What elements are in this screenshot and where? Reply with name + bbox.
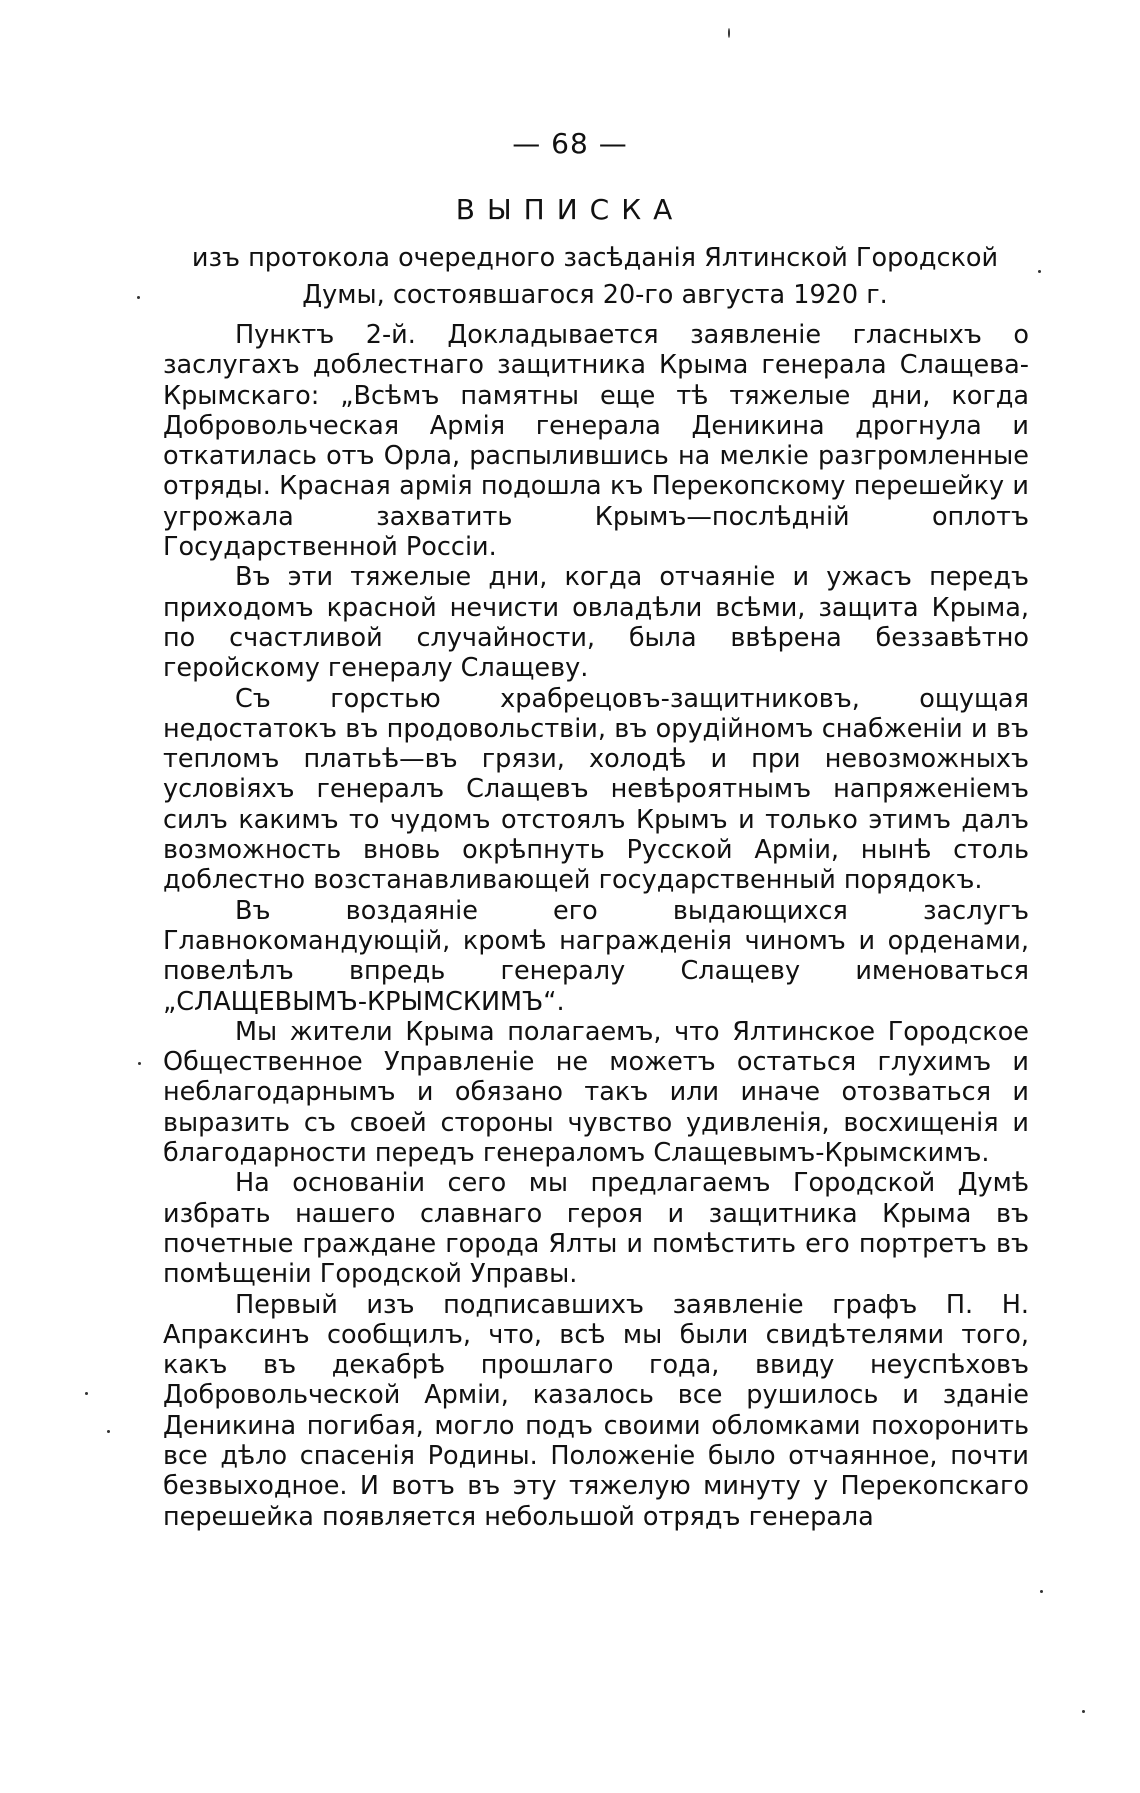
scan-speck (85, 1392, 88, 1395)
scan-speck (728, 28, 730, 38)
paragraph: Съ горстью храбрецовъ-защитниковъ, ощущая недостатокъ въ продовольствіи, въ орудійномъ снабженіи и въ тепломъ платьѣ—въ грязи, холодѣ и при невозможныхъ условіяхъ генералъ Слащевъ невѣроятнымъ напряженіемъ силъ какимъ то чудомъ отстоялъ Крымъ и только этимъ далъ возможность вновь окрѣпнуть Русской Арміи, нынѣ столь доблестно возстанавливающей государственный порядокъ. (163, 683, 1029, 896)
paragraph: На основаніи сего мы предлагаемъ Городской Думѣ избрать нашего славнаго героя и защитника Крыма въ почетные граждане города Ялты и помѣстить его портретъ въ помѣщеніи Городской Управы. (163, 1168, 1029, 1290)
paragraph: Въ эти тяжелые дни, когда отчаяніе и ужасъ передъ приходомъ красной нечисти овладѣли всѣми, защита Крыма, по счастливой случайности, была ввѣрена беззавѣтно геройскому генералу Слащеву. (163, 562, 1029, 684)
paragraph: Мы жители Крыма полагаемъ, что Ялтинское Городское Общественное Управленіе не можетъ остаться глухимъ и неблагодарнымъ и обязано такъ или иначе отозваться и выразить съ своей стороны чувство удивленія, восхищенія и благодарности передъ генераломъ Слащевымъ-Крымскимъ. (163, 1016, 1029, 1169)
scan-speck (107, 1430, 110, 1433)
scan-speck (137, 296, 140, 299)
paragraph: Пунктъ 2-й. Докладывается заявленіе гласныхъ о заслугахъ доблестнаго защитника Крыма генерала Слащева-Крымскаго: „Всѣмъ памятны еще тѣ тяжелые дни, когда Добровольческая Армія генерала Деникина дрогнула и откатилась отъ Орла, распылившись на мелкіе разгромленные отряды. Красная армія подошла къ Перекопскому перешейку и угрожала захватить Крымъ—послѣдній оплотъ Государственной Россіи. (163, 320, 1029, 563)
paragraph: Въ воздаяніе его выдающихся заслугъ Главнокомандующій, кромѣ награжденія чиномъ и орденами, повелѣлъ впредь генералу Слащеву именоваться „СЛАЩЕВЫМЪ-КРЫМСКИМЪ“. (163, 895, 1029, 1017)
scan-speck (138, 1062, 141, 1065)
document-subtitle: изъ протокола очередного засѣданія Ялтинской Городской Думы, состоявшагося 20-го августа 1920 г. (191, 243, 999, 310)
page-number: — 68 — (512, 127, 628, 160)
scan-speck (1040, 1590, 1043, 1593)
scan-speck (1082, 1710, 1085, 1713)
document-title: ВЫПИСКА (455, 193, 685, 226)
document-body (163, 320, 1029, 1532)
paragraph: Первый изъ подписавшихъ заявленіе графъ П. Н. Апраксинъ сообщилъ, что, всѣ мы были свидѣтелями того, какъ въ декабрѣ прошлаго года, ввиду неуспѣховъ Добровольческой Арміи, казалось все рушилось и зданіе Деникина погибая, могло подъ своими обломками похоронить все дѣло спасенія Родины. Положеніе было отчаянное, почти безвыходное. И вотъ въ эту тяжелую минуту у Перекопскаго перешейка появляется небольшой отрядъ генерала (163, 1289, 1029, 1532)
scan-speck (1038, 270, 1041, 273)
